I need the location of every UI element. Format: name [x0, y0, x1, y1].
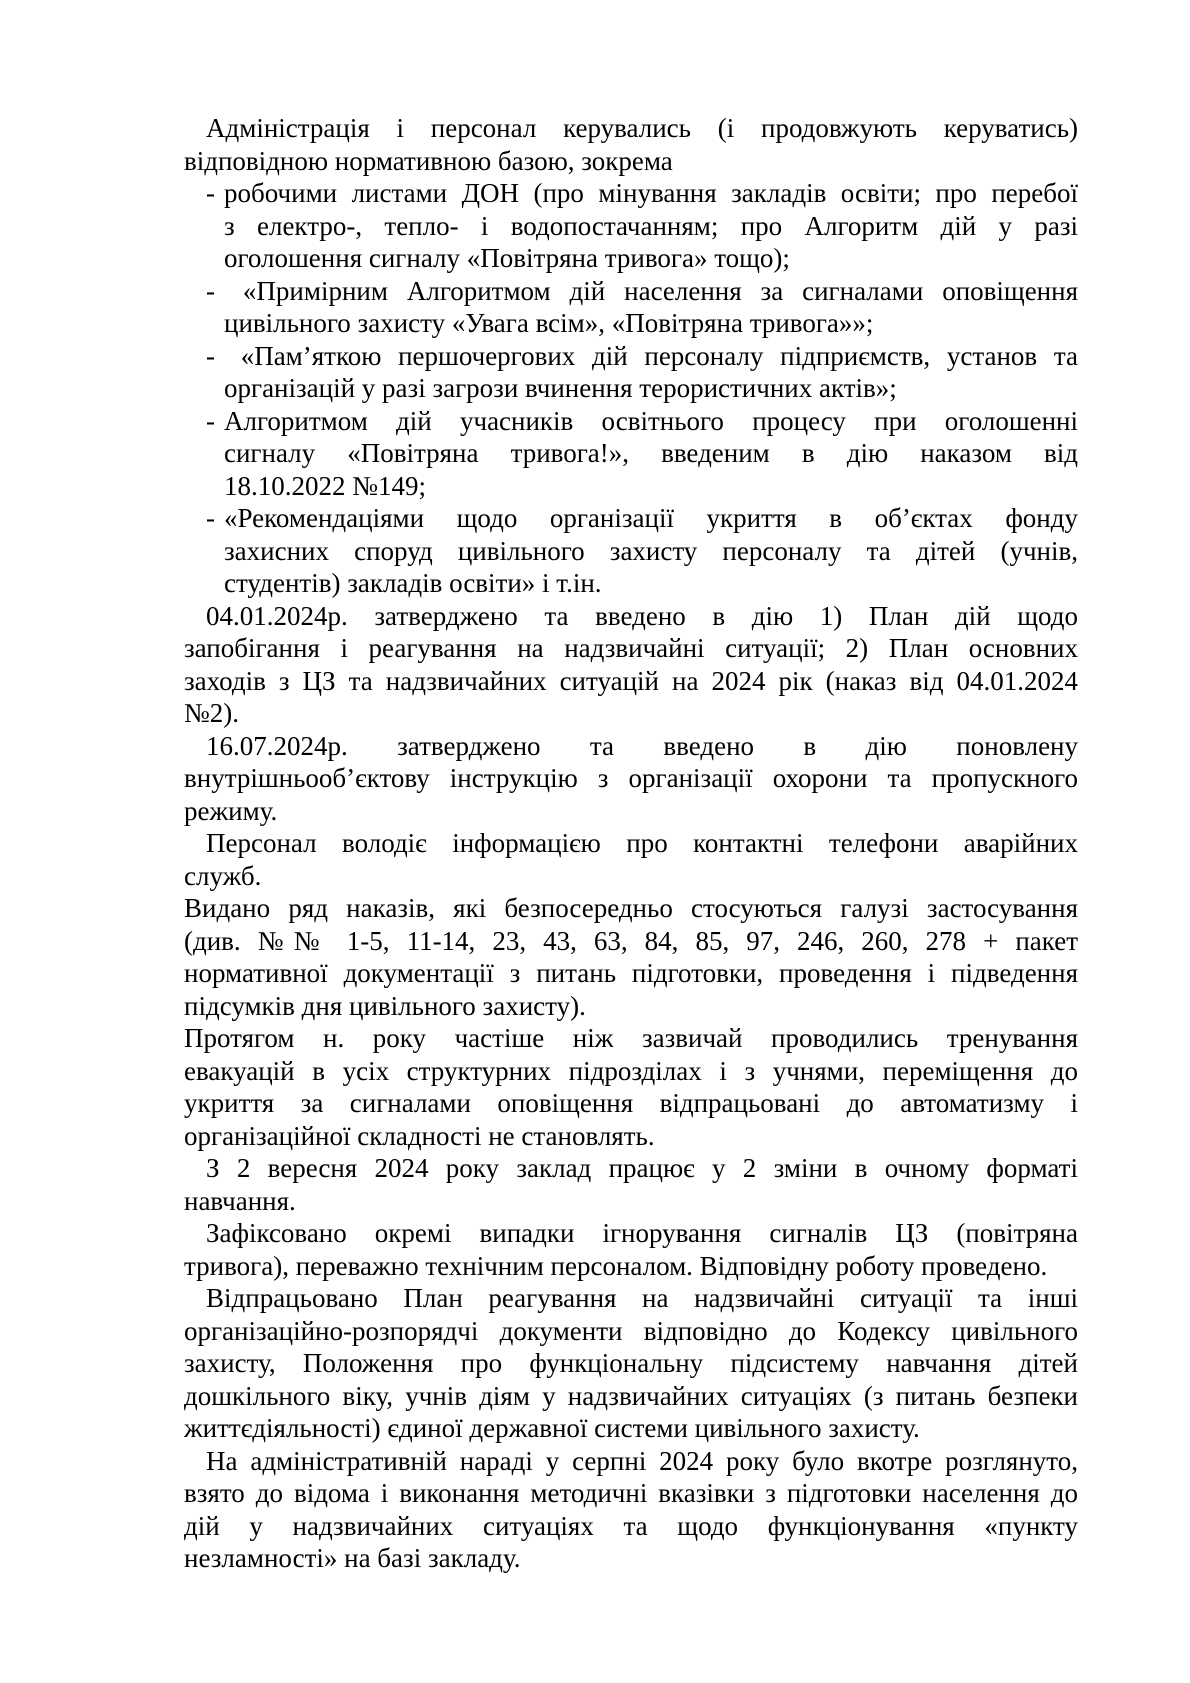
text-line: дошкільного віку, учнів діям у надзвичайних ситуаціях (з питань безпеки	[184, 1380, 1078, 1411]
list-item	[184, 340, 1078, 405]
paragraph	[184, 1217, 1078, 1282]
text-line: підсумків дня цивільного захисту).	[184, 990, 586, 1021]
text-line: №2).	[184, 698, 240, 728]
text-line: життєдіяльності) єдиної державної системи цивільного захисту.	[184, 1413, 920, 1443]
paragraph	[184, 892, 1078, 1022]
text-line: служб.	[184, 860, 262, 891]
text-line: - «Примірним Алгоритмом дій населення за сигналами оповіщення	[206, 275, 1078, 306]
text-line: (див. №№ 1-5, 11-14, 23, 43, 63, 84, 85, 97, 246, 260, 278 + пакет	[184, 925, 1078, 956]
text-line: Адміністрація і персонал керувались (і продовжують керуватись)	[206, 113, 1078, 143]
text-line: організаційної складності не становлять.	[184, 1120, 655, 1151]
text-line: організаційно-розпорядчі документи відповідно до Кодексу цивільного	[184, 1315, 1078, 1346]
text-line: тривога), переважно технічним персоналом. Відповідну роботу проведено.	[184, 1250, 1048, 1281]
text-line: дій у надзвичайних ситуаціях та щодо функціонування «пункту	[184, 1510, 1078, 1541]
text-line: запобігання і реагування на надзвичайні ситуації; 2) План основних	[184, 633, 1078, 663]
text-line: Видано ряд наказів, які безпосередньо стосуються галузі застосування	[184, 893, 1078, 923]
text-line: 18.10.2022 №149;	[224, 470, 427, 501]
paragraph	[184, 827, 1078, 892]
text-line: 16.07.2024р. затверджено та введено в дію поновлену	[206, 730, 1078, 761]
text-line: з електро-, тепло- і водопостачанням; про Алгоритм дій у разі	[224, 210, 1078, 241]
text-line: - «Пам’яткою першочергових дій персоналу підприємств, установ та	[206, 340, 1078, 371]
text-line: Протягом н. року частіше ніж зазвичай проводились тренування	[184, 1023, 1078, 1053]
text-line: Зафіксовано окремі випадки ігнорування сигналів ЦЗ (повітряна	[206, 1218, 1078, 1248]
text-line: студентів) закладів освіти» і т.ін.	[224, 568, 602, 598]
text-line: евакуацій в усіх структурних підрозділах і з учнями, переміщення до	[184, 1055, 1078, 1086]
text-line: незламності» на базі закладу.	[184, 1543, 521, 1573]
list-item	[184, 405, 1078, 503]
text-line: внутрішньооб’єктову інструкцію з організації охорони та пропускного	[184, 763, 1078, 793]
text-line: - Алгоритмом дій учасників освітнього процесу при оголошенні	[206, 405, 1078, 436]
text-line: - «Рекомендаціями щодо організації укриття в об’єктах фонду	[206, 503, 1078, 533]
paragraph	[184, 730, 1078, 828]
text-line: сигналу «Повітряна тривога!», введеним в дію наказом від	[224, 438, 1078, 468]
paragraph	[184, 112, 1078, 177]
list-item	[184, 177, 1078, 275]
paragraph	[184, 1445, 1078, 1575]
paragraph	[184, 600, 1078, 730]
list-item	[184, 275, 1078, 340]
paragraph	[184, 1152, 1078, 1217]
text-line: Відпрацьовано План реагування на надзвичайні ситуації та інші	[206, 1283, 1078, 1313]
text-line: оголошення сигналу «Повітряна тривога» тощо);	[224, 243, 790, 273]
paragraph	[184, 1022, 1078, 1152]
text-line: - робочими листами ДОН (про мінування закладів освіти; про перебої	[206, 178, 1078, 208]
text-line: Персонал володіє інформацією про контактні телефони аварійних	[206, 828, 1078, 858]
document-body	[184, 112, 1078, 1575]
text-line: укриття за сигналами оповіщення відпрацьовані до автоматизму і	[184, 1088, 1078, 1118]
text-line: відповідною нормативною базою, зокрема	[184, 145, 673, 176]
text-line: режиму.	[184, 795, 278, 826]
text-line: захисних споруд цивільного захисту персоналу та дітей (учнів,	[224, 535, 1078, 566]
text-line: навчання.	[184, 1185, 296, 1216]
paragraph	[184, 1282, 1078, 1445]
text-line: захисту, Положення про функціональну підсистему навчання дітей	[184, 1348, 1078, 1378]
list-item	[184, 502, 1078, 600]
text-line: заходів з ЦЗ та надзвичайних ситуацій на 2024 рік (наказ від 04.01.2024	[184, 665, 1078, 696]
text-line: 04.01.2024р. затверджено та введено в дію 1) План дій щодо	[206, 600, 1078, 631]
text-line: З 2 вересня 2024 року заклад працює у 2 зміни в очному форматі	[206, 1153, 1078, 1183]
text-line: організацій у разі загрози вчинення терористичних актів»;	[224, 373, 897, 403]
text-line: взято до відома і виконання методичні вказівки з підготовки населення до	[184, 1478, 1078, 1508]
text-line: цивільного захисту «Увага всім», «Повітряна тривога»»;	[224, 308, 874, 338]
text-line: нормативної документації з питань підготовки, проведення і підведення	[184, 958, 1078, 988]
text-line: На адміністративній нараді у серпні 2024 року було вкотре розглянуто,	[206, 1445, 1078, 1476]
